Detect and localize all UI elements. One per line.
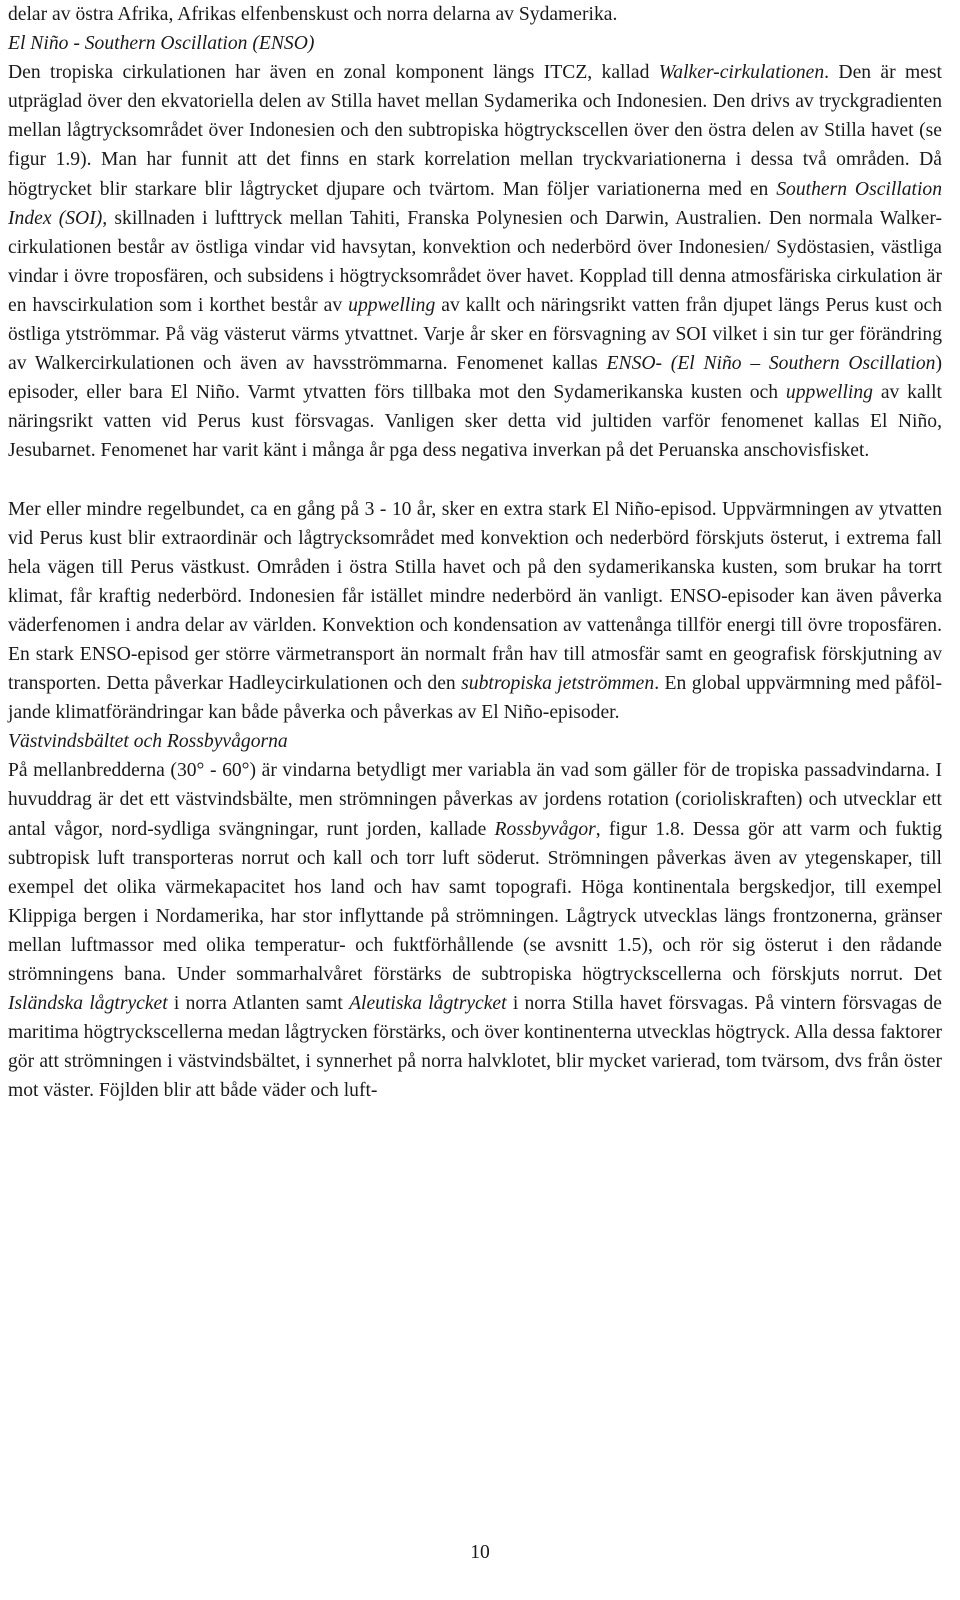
term-uppwelling: uppwelling xyxy=(348,294,436,316)
enso-paragraph-2: Mer eller mindre regelbundet, ca en gång på 3 - 10 år, sker en extra stark El Niño-episod. Uppvärmningen av ytvatten vid Perus kust blir extraordinär och lågtrycksområdet med konvektion och nederbörd förskjuts österut, i extrema fall hela vägen till Perus västkust. Områden i östra Stilla havet och på den sydamerikanska kusten, som brukar ha torrt klimat, får kraftig nederbörd. Indonesien får istället mindre nederbörd än vanligt. ENSO-episoder kan även påverka väderfenomen i andra delar av världen. Konvektion och kondensation av vattenånga tillför energi till övre troposfären. En stark ENSO-episod ger större värmetransport än normalt från hav till atmosfär samt en geografisk förskjutning av transporten. Detta påverkar Hadleycirkulationen och den subtropiska jetströmmen. En global uppvärmning med påföljande klimatförändringar kan både påverka och påverkas av El Niño-episoder. xyxy=(8,498,943,724)
term-jetstream: subtropiska jetströmmen xyxy=(461,673,655,695)
term-iceland-low: Isländska lågtrycket xyxy=(8,993,168,1015)
enso-paragraph-1: Den tropiska cirkulationen har även en zonal komponent längs ITCZ, kallad Walker-cirkulationen. Den är mest utpräglad över den ekvatoriella delen av Stilla havet mellan Sydamerika och Indonesien. Den drivs av tryckgradienten mellan lågtrycksområdet över Indonesien och den subtropiska högtryckscellen över den östra delen av Stilla havet (se figur 1.9). Man har funnit att det finns en stark korrelation mellan tryckvariationerna i dessa två områden. Då högtrycket blir starkare blir lågtrycket djupare och tvärtom. Man följer variationerna med en Southern Oscillation Index (SOI), skillnaden i lufttryck mellan Tahiti, Franska Polynesien och Darwin, Australien. Den normala Walker-cirkulationen består av östliga vindar vid havsytan, konvektion och nederbörd över Indonesien/ Sydöstasien, västliga vindar i övre troposfären, och subsidens i högtrycksområdet över havet. Kopplad till denna atmosfäriska cirkulation är en havscirkulation som i korthet består av uppwelling av kallt och näringsrikt vatten från djupet längs Perus kust och östliga ytströmmar. På väg västerut värms ytvattnet. Varje år sker en försvagning av SOI vilket i sin tur ger förändring av Walkercirkulationen och även av havsströmmarna. Fenomenet kallas ENSO- (El Niño – Southern Oscillation) episoder, eller bara El Niño. Varmt ytvatten förs tillbaka mot den Sydamerikanska kusten och uppwelling av kallt näringsrikt vatten vid Perus kust försvagas. Vanligen sker detta vid jultiden varför fenomenet kallas El Niño, Jesubarnet. Fenomenet har varit känt i många år pga dess negativa inverkan på det Peruanska anschovisfisket. xyxy=(8,62,942,462)
term-enso: ENSO- (El Niño – Southern Oscillation xyxy=(606,353,936,375)
section-heading-enso: El Niño - Southern Oscillation (ENSO) xyxy=(8,33,315,55)
term-walker: Walker-cirkulationen xyxy=(658,62,825,84)
page-number: 10 xyxy=(470,1542,490,1563)
westerlies-paragraph: På mellanbredderna (30° - 60°) är vindarna betydligt mer variabla än vad som gäller för de tropiska passadvindarna. I huvuddrag är det ett västvindsbälte, men strömningen påverkas av jordens rotation (corioliskraften) och utvecklar ett antal vågor, nord-sydliga svängningar, runt jorden, kallade Rossbyvågor, figur 1.8. Dessa gör att varm och fuktig subtropisk luft transporteras norrut och kall och torr luft söderut. Strömningen påverkas även av ytegenskaper, till exempel det olika värmekapacitet hos land och hav samt topografi. Höga kontinentala bergskedjor, till exempel Klippiga bergen i Nordamerika, har stor inflyttande på strömningen. Lågtryck utvecklas längs frontzonerna, gränser mellan luftmassor med olika temperatur- och fuktförhållende (se avsnitt 1.5), och rör sig österut i den rådande strömningens bana. Under sommarhalvåret förstärks de subtropiska högtryckscellerna och förskjuts norrut. Det Isländska lågtrycket i norra Atlanten samt Aleutiska lågtrycket i norra Stilla havet försvagas. På vintern försvagas de maritima högtryckscellerna medan lågtrycken förstärks, och över kontinenterna utvecklas högtryck. Alla dessa faktorer gör att strömningen i västvindsbältet, i synnerhet på norra halvklotet, blir mycket varierad, tom tvärsom, dvs från öster mot väster. Föjlden blir att både väder och luft- xyxy=(8,760,942,1102)
term-rossby: Rossbyvågor xyxy=(494,818,596,840)
term-aleutian-low: Aleutiska lågtrycket xyxy=(349,993,507,1015)
term-soi: Southern Oscillation Index (SOI), xyxy=(8,178,942,229)
section-heading-westerlies: Västvindsbältet och Rossbyvågorna xyxy=(8,731,288,753)
intro-paragraph: delar av östra Afrika, Afrikas elfenbenskust och norra delarna av Sydamerika. xyxy=(8,4,618,25)
document-page xyxy=(8,0,942,1105)
term-uppwelling: uppwelling xyxy=(785,382,873,404)
